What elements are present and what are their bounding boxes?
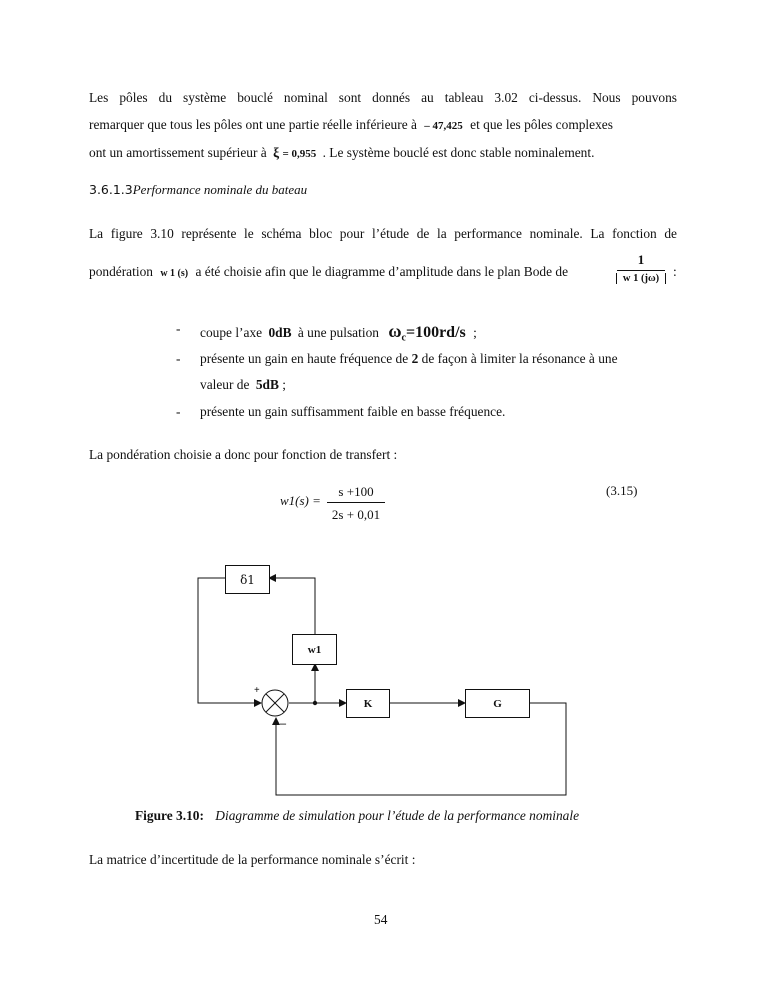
feedback-line-delta	[198, 578, 261, 703]
bullet-2-text-c: de façon à limiter la résonance à une	[421, 351, 618, 366]
bode-fraction-numerator: 1	[637, 252, 645, 267]
equation-denominator: 2s + 0,01	[331, 507, 381, 522]
section-title: Performance nominale du bateau	[132, 182, 308, 197]
equation-number: (3.15)	[606, 483, 638, 498]
bullet-2-line2-text-a: valeur de	[200, 377, 250, 392]
crossover-frequency: =100rd/s	[405, 324, 466, 341]
bullet-1-0db: 0dB	[268, 325, 292, 340]
figure-caption	[135, 808, 579, 824]
w1s-symbol: w 1 (s)	[160, 268, 189, 279]
para1-line2-text-a: remarquer que tous les pôles ont une partie réelle inférieure à	[89, 117, 417, 132]
damping-value: = 0,955	[282, 148, 317, 160]
bullet-1-text-c: à une pulsation	[297, 325, 379, 340]
bullet-3: présente un gain suffisamment faible en basse fréquence.	[200, 404, 506, 419]
para2-line2-text-a: pondération	[89, 264, 153, 279]
g-block	[465, 689, 530, 718]
bullet-2-line2-text-c: ;	[282, 377, 286, 392]
delta1-block	[225, 565, 270, 594]
minus-sign: _	[280, 712, 286, 726]
equation-lhs: w1(s) =	[280, 493, 321, 508]
xi-symbol: ξ	[273, 145, 280, 160]
para2-line2-text-b: a été choisie afin que le diagramme d’amplitude dans le plan Bode de	[195, 264, 569, 279]
k-block	[346, 689, 390, 718]
para2-colon: :	[673, 264, 677, 279]
bullet-3-dash: -	[176, 404, 181, 419]
para1-line3-text-a: ont un amortissement supérieur à	[89, 145, 267, 160]
equation-numerator: s +100	[338, 484, 374, 499]
bullet-2-gain: 2	[411, 351, 419, 366]
bullet-1-dash: -	[176, 321, 181, 336]
caption-label: Figure 3.10:	[135, 808, 204, 823]
bode-fraction-denominator: w 1 (jω)	[616, 273, 666, 284]
para1-line2-text-b: et que les pôles complexes	[470, 117, 613, 132]
branch-point	[313, 701, 317, 705]
real-part-value: – 47,425	[424, 120, 463, 132]
k-label: K	[363, 697, 373, 710]
g-label: G	[493, 697, 502, 710]
para1-line1: Les pôles du système bouclé nominal sont donnés au tableau 3.02 ci-dessus. Nous pouvons	[89, 90, 677, 105]
caption-text: Diagramme de simulation pour l’étude de la performance nominale	[215, 808, 580, 823]
line-w1-to-delta	[269, 578, 315, 634]
para1-line3-text-b: . Le système bouclé est donc stable nominalement.	[322, 145, 595, 160]
bullet-2-text-a: présente un gain en haute fréquence de	[200, 351, 409, 366]
bullet-2-dash: -	[176, 351, 181, 366]
section-number: 3.6.1.3	[89, 182, 133, 197]
para4: La matrice d’incertitude de la performance nominale s’écrit :	[89, 852, 416, 867]
w1-block	[292, 634, 337, 665]
page-number: 54	[374, 912, 388, 927]
bullet-1-text-a: coupe l’axe	[200, 325, 263, 340]
plus-sign: +	[254, 685, 260, 696]
w1-label: w1	[307, 643, 322, 656]
omega-symbol: ω	[388, 321, 402, 341]
bullet-1-semicolon: ;	[473, 325, 477, 340]
delta1-label: δ1	[240, 572, 255, 587]
para2-line1: La figure 3.10 représente le schéma bloc pour l’étude de la performance nominale. La fonction de	[89, 226, 677, 241]
bullet-2-5db: 5dB	[255, 377, 279, 392]
omega-subscript: c	[401, 332, 406, 344]
para3: La pondération choisie a donc pour fonction de transfert :	[89, 447, 398, 462]
